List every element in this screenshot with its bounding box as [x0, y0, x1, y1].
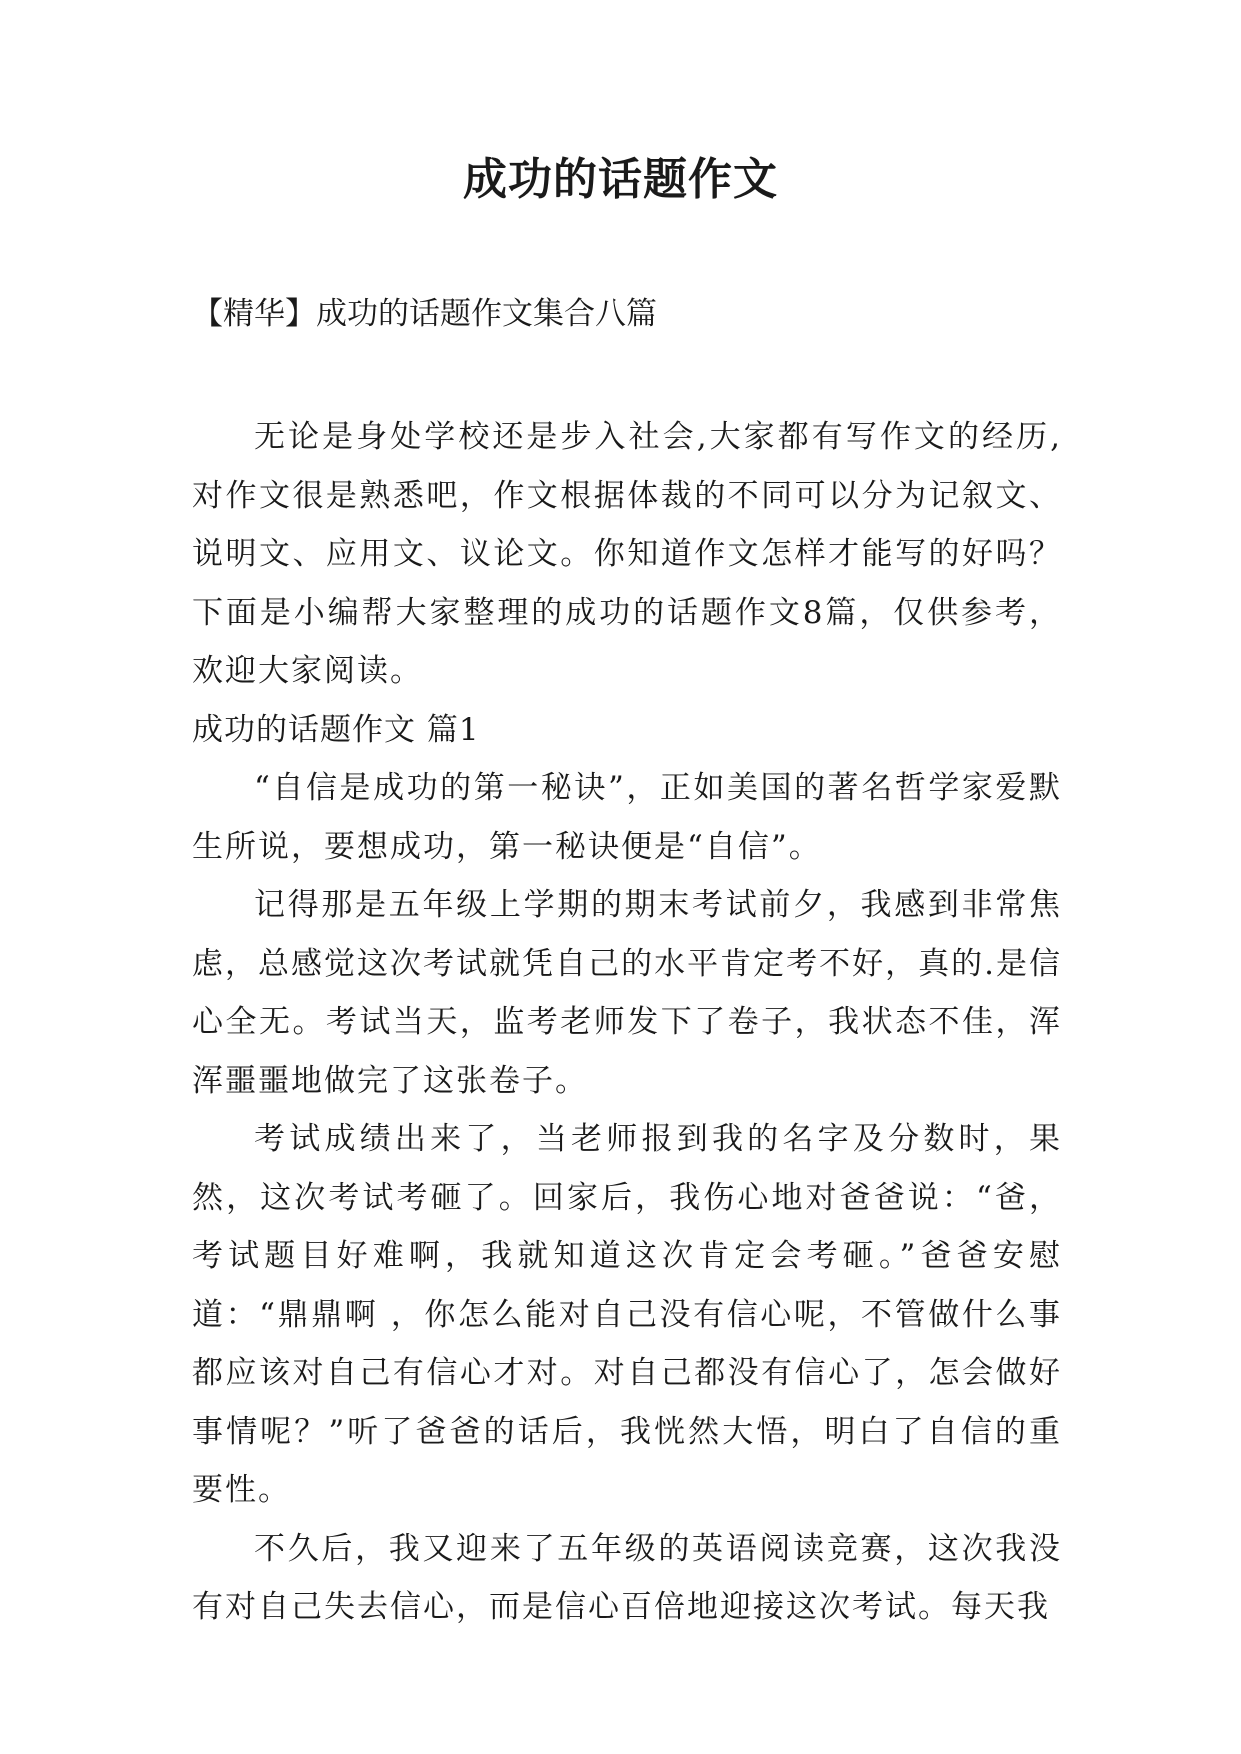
body-paragraph: 考试成绩出来了，当老师报到我的名字及分数时，果然，这次考试考砸了。回家后，我伤心地对爸爸说：“爸，考试题目好难啊，我就知道这次肯定会考砸。”爸爸安慰道：“鼎鼎啊 ，你怎么能对自己没有信心呢，不管做什么事都应该对自己有信心才对。对自己都没有信心了，怎会做好事情呢？”听了爸爸的话后，我恍然大悟，明白了自信的重要性。: [192, 1121, 1062, 1508]
document-title: 成功的话题作文: [463, 154, 778, 205]
section-heading: 成功的话题作文 篇1: [192, 711, 480, 748]
body-paragraph: 不久后，我又迎来了五年级的英语阅读竞赛，这次我没有对自己失去信心，而是信心百倍地迎接这次考试。每天我: [192, 1530, 1062, 1625]
body-paragraph: “自信是成功的第一秘诀”，正如美国的著名哲学家爱默生所说，要想成功，第一秘诀便是“自信”。: [192, 770, 1062, 865]
document-body: [192, 408, 1062, 1637]
body-paragraph: 记得那是五年级上学期的期末考试前夕，我感到非常焦虑，总感觉这次考试就凭自己的水平肯定考不好，真的.是信心全无。考试当天，监考老师发下了卷子，我状态不佳，浑浑噩噩地做完了这张卷子。: [192, 887, 1062, 1099]
document-subtitle: 【精华】成功的话题作文集合八篇: [192, 296, 657, 332]
intro-paragraph: 无论是身处学校还是步入社会,大家都有写作文的经历,对作文很是熟悉吧，作文根据体裁的不同可以分为记叙文、说明文、应用文、议论文。你知道作文怎样才能写的好吗？下面是小编帮大家整理的成功的话题作文8篇，仅供参考，欢迎大家阅读。: [192, 419, 1062, 689]
